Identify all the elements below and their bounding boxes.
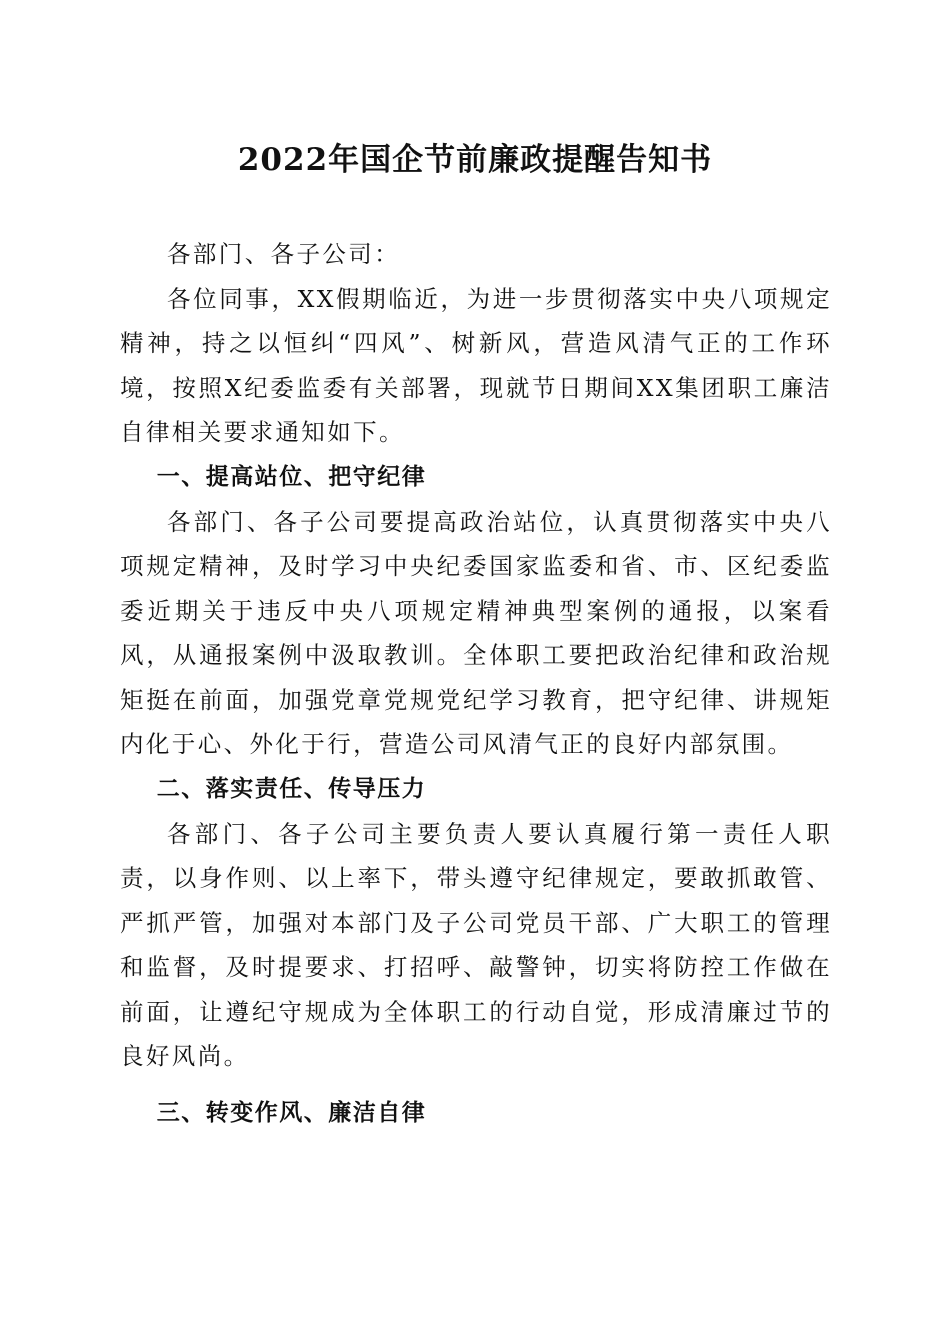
section-heading-3: 三、转变作风、廉洁自律 — [156, 1099, 427, 1126]
document-body — [120, 232, 832, 1136]
document-title: 2022年国企节前廉政提醒告知书 — [237, 142, 713, 178]
section-heading-1: 一、提高站位、把守纪律 — [156, 463, 427, 490]
salutation: 各部门、各子公司： — [167, 240, 401, 268]
section-body-1: 各部门、各子公司要提高政治站位，认真贯彻落实中央八项规定精神，及时学习中央纪委国家监委和省、市、区纪委监委近期关于违反中央八项规定精神典型案例的通报，以案看风，从通报案例中汲取教训。全体职工要把政治纪律和政治规矩挺在前面，加强党章党规党纪学习教育，把守纪律、讲规矩内化于心、外化于行，营造公司风清气正的良好内部氛围。 — [120, 507, 832, 758]
intro-paragraph: 各位同事，XX假期临近，为进一步贯彻落实中央八项规定精神，持之以恒纠“四风”、树新风，营造风清气正的工作环境，按照X纪委监委有关部署，现就节日期间XX集团职工廉洁自律相关要求通知如下。 — [120, 284, 832, 446]
section-heading-2: 二、落实责任、传导压力 — [156, 775, 427, 802]
section-body-2: 各部门、各子公司主要负责人要认真履行第一责任人职责，以身作则、以上率下，带头遵守纪律规定，要敢抓敢管、严抓严管，加强对本部门及子公司党员干部、广大职工的管理和监督，及时提要求、打招呼、敲警钟，切实将防控工作做在前面，让遵纪守规成为全体职工的行动自觉，形成清廉过节的良好风尚。 — [120, 819, 832, 1070]
